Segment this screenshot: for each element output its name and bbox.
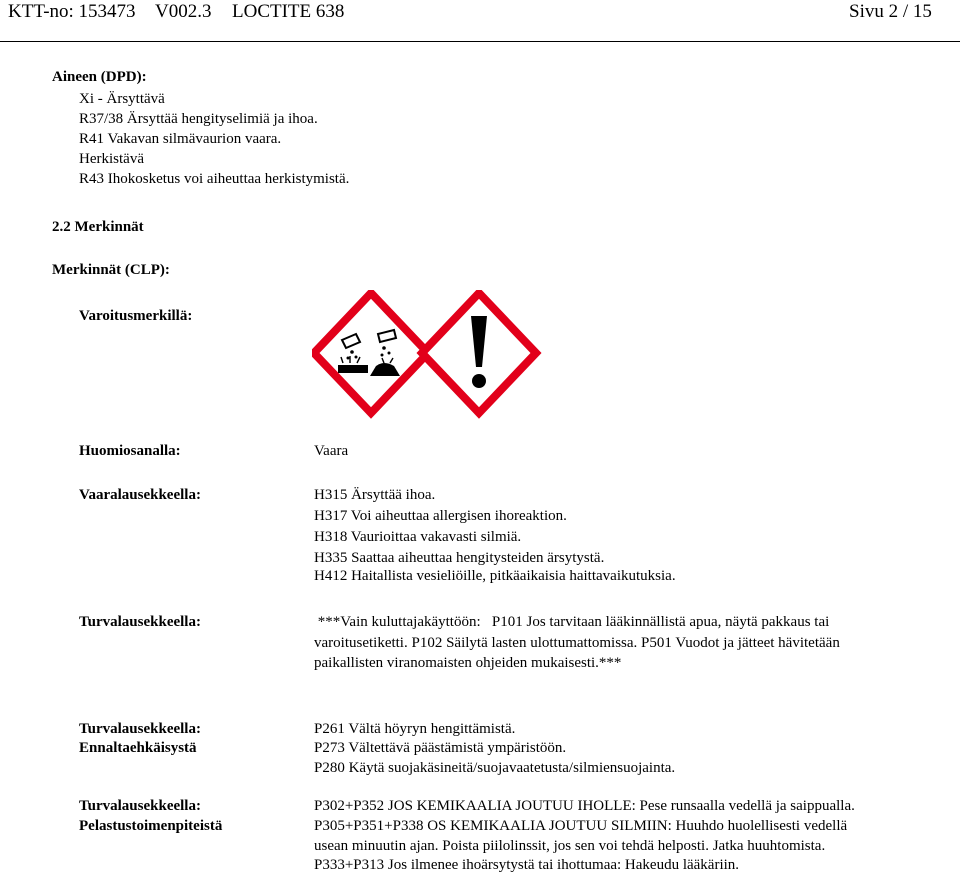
hazard-statement: H412 Haitallista vesieliöille, pitkäaikaisia haittavaikutuksia. xyxy=(314,568,676,584)
header-doc-id: KTT-no: 153473 xyxy=(8,1,136,22)
header-product: LOCTITE 638 xyxy=(232,1,345,22)
prevention-label: Turvalausekkeella: xyxy=(79,721,201,737)
header-version: V002.3 xyxy=(155,1,212,22)
precaution-text: paikallisten viranomaisten ohjeiden mukaisesti.*** xyxy=(314,655,622,671)
response-statement: P333+P313 Jos ilmenee ihoärsytystä tai ihottumaa: Hakeudu lääkäriin. xyxy=(314,857,740,873)
header-divider xyxy=(0,41,960,42)
precaution-text: varoitusetiketti. P102 Säilytä lasten ulottumattomissa. P501 Vuodot ja jätteet hävitetään xyxy=(314,635,840,651)
dpd-line: R37/38 Ärsyttää hengityselimiä ja ihoa. xyxy=(79,111,318,127)
response-statement: P305+P351+P338 OS KEMIKAALIA JOUTUU SILMIIN: Huuhdo huolellisesti vedellä xyxy=(314,818,848,834)
hazard-statement: H335 Saattaa aiheuttaa hengitysteiden ärsytystä. xyxy=(314,550,605,566)
header-page-number: Sivu 2 / 15 xyxy=(849,1,932,22)
dpd-line: R41 Vakavan silmävaurion vaara. xyxy=(79,131,282,147)
precaution-text: ***Vain kuluttajakäyttöön: P101 Jos tarvitaan lääkinnällistä apua, näytä pakkaus tai xyxy=(314,614,830,630)
exclamation-icon xyxy=(422,293,536,413)
prevention-statement: P261 Vältä höyryn hengittämistä. xyxy=(314,721,516,737)
dpd-line: R43 Ihokosketus voi aiheuttaa herkistymistä. xyxy=(79,171,350,187)
hazard-statements-label: Vaaralausekkeella: xyxy=(79,487,201,503)
dpd-line: Xi - Ärsyttävä xyxy=(79,91,165,107)
hazard-statement: H318 Vaurioittaa vakavasti silmiä. xyxy=(314,529,522,545)
corrosion-icon xyxy=(314,293,428,413)
response-label: Turvalausekkeella: xyxy=(79,798,201,814)
prevention-statement: P280 Käytä suojakäsineitä/suojavaatetusta/silmiensuojainta. xyxy=(314,760,676,776)
signal-word-label: Huomiosanalla: xyxy=(79,443,181,459)
response-statement: P302+P352 JOS KEMIKAALIA JOUTUU IHOLLE: Pese runsaalla vedellä ja saippualla. xyxy=(314,798,855,814)
dpd-line: Herkistävä xyxy=(79,151,144,167)
section-title: 2.2 Merkinnät xyxy=(52,219,144,235)
hazard-statement: H317 Voi aiheuttaa allergisen ihoreaktion. xyxy=(314,508,567,524)
dpd-heading: Aineen (DPD): xyxy=(52,69,147,85)
hazard-statement: H315 Ärsyttää ihoa. xyxy=(314,487,436,503)
prevention-statement: P273 Vältettävä päästämistä ympäristöön. xyxy=(314,740,567,756)
hazard-pictograms xyxy=(312,290,602,420)
prevention-sublabel: Ennaltaehkäisystä xyxy=(79,740,197,756)
clp-label: Merkinnät (CLP): xyxy=(52,262,170,278)
response-sublabel: Pelastustoimenpiteistä xyxy=(79,818,223,834)
signal-word-value: Vaara xyxy=(314,443,349,459)
precaution-label: Turvalausekkeella: xyxy=(79,614,201,630)
pictogram-label: Varoitusmerkillä: xyxy=(79,308,193,324)
response-statement: usean minuutin ajan. Poista piilolinssit, jos sen voi tehdä helposti. Jatka huuhtomista. xyxy=(314,838,826,854)
